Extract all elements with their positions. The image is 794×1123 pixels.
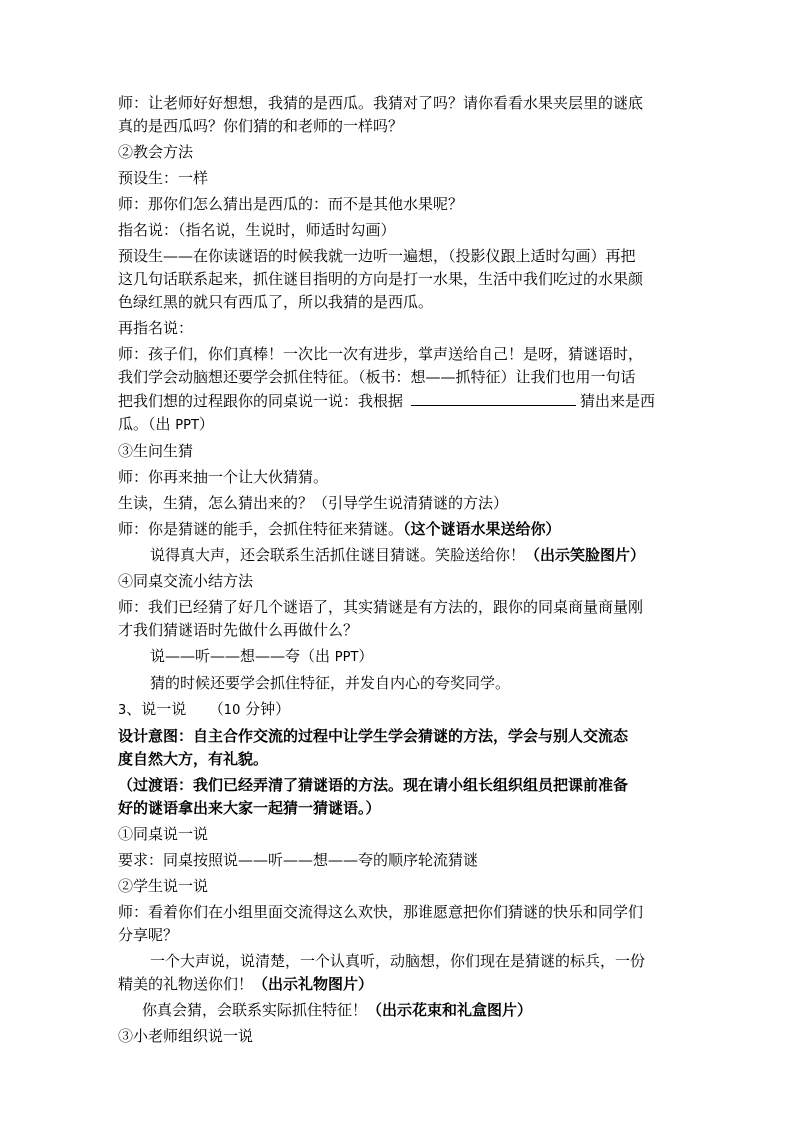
text-segment: 分钟） xyxy=(240,700,291,718)
text-segment: 说得真大声，还会联系生活抓住谜目猜谜。笑脸送给你！ xyxy=(150,546,526,564)
paragraph-line: 师：让老师好好想想，我猜的是西瓜。我猜对了吗？请你看看水果夹层里的谜底 xyxy=(118,94,644,112)
text-segment: 3 xyxy=(118,703,127,718)
text-segment: 瓜。（出 xyxy=(118,415,176,433)
text-segment: 10 xyxy=(223,703,241,718)
paragraph-line: 才我们猜谜语时先做什么再做什么？ xyxy=(118,621,359,639)
text-segment: ） xyxy=(358,647,374,665)
text-segment: 猜出来是西 xyxy=(580,392,656,410)
paragraph-line: 色绿红黑的就只有西瓜了，所以我猜的是西瓜。 xyxy=(118,293,434,311)
paragraph-line xyxy=(118,544,688,567)
section-heading xyxy=(118,698,688,722)
text-segment: PPT xyxy=(175,418,199,433)
paragraph-line: 这几句话联系起来，抓住谜目指明的方向是打一水果，生活中我们吃过的水果颜 xyxy=(118,270,644,288)
paragraph-line: 一个大声说，说清楚，一个认真听，动脑想，你们现在是猜谜的标兵，一份 xyxy=(150,952,646,970)
bold-paragraph-line: （过渡语：我们已经弄清了猜谜语的方法。现在请小组长组织组员把课前准备 xyxy=(118,776,629,794)
paragraph-line xyxy=(118,389,688,413)
text-segment: 把我们想的过程跟你的同桌说一说：我根据 xyxy=(118,392,404,410)
paragraph-line: 猜的时候还要学会抓住特征，并发自内心的夸奖同学。 xyxy=(150,674,511,692)
paragraph-line: 生读，生猜，怎么猜出来的？（引导学生说清猜谜的方法） xyxy=(118,494,509,512)
section-heading: ①同桌说一说 xyxy=(118,825,209,843)
bold-text-segment: （出示花束和礼盒图片） xyxy=(367,1001,533,1019)
document-page xyxy=(118,92,688,1051)
section-heading: ②学生说一说 xyxy=(118,877,209,895)
paragraph-line: 要求：同桌按照说——听——想——夸的顺序轮流猜谜 xyxy=(118,851,479,869)
text-segment: ） xyxy=(198,415,214,433)
paragraph-line: 师：我们已经猜了好几个谜语了，其实猜谜是有方法的，跟你的同桌商量商量刚 xyxy=(118,598,644,616)
paragraph-line: 师：那你们怎么猜出是西瓜的：而不是其他水果呢？ xyxy=(118,195,464,213)
bold-paragraph-line: 好的谜语拿出来大家一起猜一猜谜语。） xyxy=(118,799,381,817)
paragraph-line: 师：看着你们在小组里面交流得这么欢快，那谁愿意把你们猜谜的快乐和同学们 xyxy=(118,903,644,921)
bold-paragraph-line: 度自然大方，有礼貌。 xyxy=(118,750,269,768)
paragraph-line: 分享呢？ xyxy=(118,926,179,944)
text-segment: 你真会猜，会联系实际抓住特征！ xyxy=(142,1001,368,1019)
text-segment: 精美的礼物送你们！ xyxy=(118,975,254,993)
paragraph-line: 真的是西瓜吗？你们猜的和老师的一样吗？ xyxy=(118,117,404,135)
bold-text-segment: （出示笑脸图片） xyxy=(525,546,646,564)
paragraph-line: 再指名说： xyxy=(118,319,194,337)
paragraph-line: 预设生：一样 xyxy=(118,169,209,187)
paragraph-line xyxy=(118,999,688,1022)
paragraph-line: 师：你再来抽一个让大伙猜猜。 xyxy=(118,468,329,486)
paragraph-line xyxy=(118,645,688,669)
text-segment: 师：你是猜谜的能手，会抓住特征来猜谜。 xyxy=(118,520,404,538)
paragraph-line xyxy=(118,518,688,541)
paragraph-line xyxy=(118,413,688,437)
section-heading: ④同桌交流小结方法 xyxy=(118,572,254,590)
section-heading: ③小老师组织说一说 xyxy=(118,1027,254,1045)
paragraph-line xyxy=(118,973,688,996)
paragraph-line: 预设生——在你读谜语的时候我就一边听一遍想，（投影仪跟上适时勾画）再把 xyxy=(118,247,636,265)
text-segment: 说——听——想——夸（出 xyxy=(150,647,335,665)
bold-text-segment: （这个谜语水果送给你） xyxy=(403,520,561,538)
section-heading: ②教会方法 xyxy=(118,143,194,161)
section-heading: ③生问生猜 xyxy=(118,442,194,460)
bold-text-segment: （出示礼物图片） xyxy=(253,975,374,993)
paragraph-line: 我们学会动脑想还要学会抓住特征。（板书：想——抓特征）让我们也用一句话 xyxy=(118,368,636,386)
text-segment: PPT xyxy=(334,650,359,665)
bold-paragraph-line: 设计意图：自主合作交流的过程中让学生学会猜谜的方法，学会与别人交流态 xyxy=(118,727,629,745)
paragraph-line: 指名说：（指名说，生说时，师适时勾画） xyxy=(118,221,396,239)
text-segment: 、说一说 （ xyxy=(126,700,224,718)
paragraph-line: 师：孩子们，你们真棒！一次比一次有进步，掌声送给自己！是呀，猜谜语时， xyxy=(118,345,644,363)
fill-in-blank xyxy=(411,389,576,406)
